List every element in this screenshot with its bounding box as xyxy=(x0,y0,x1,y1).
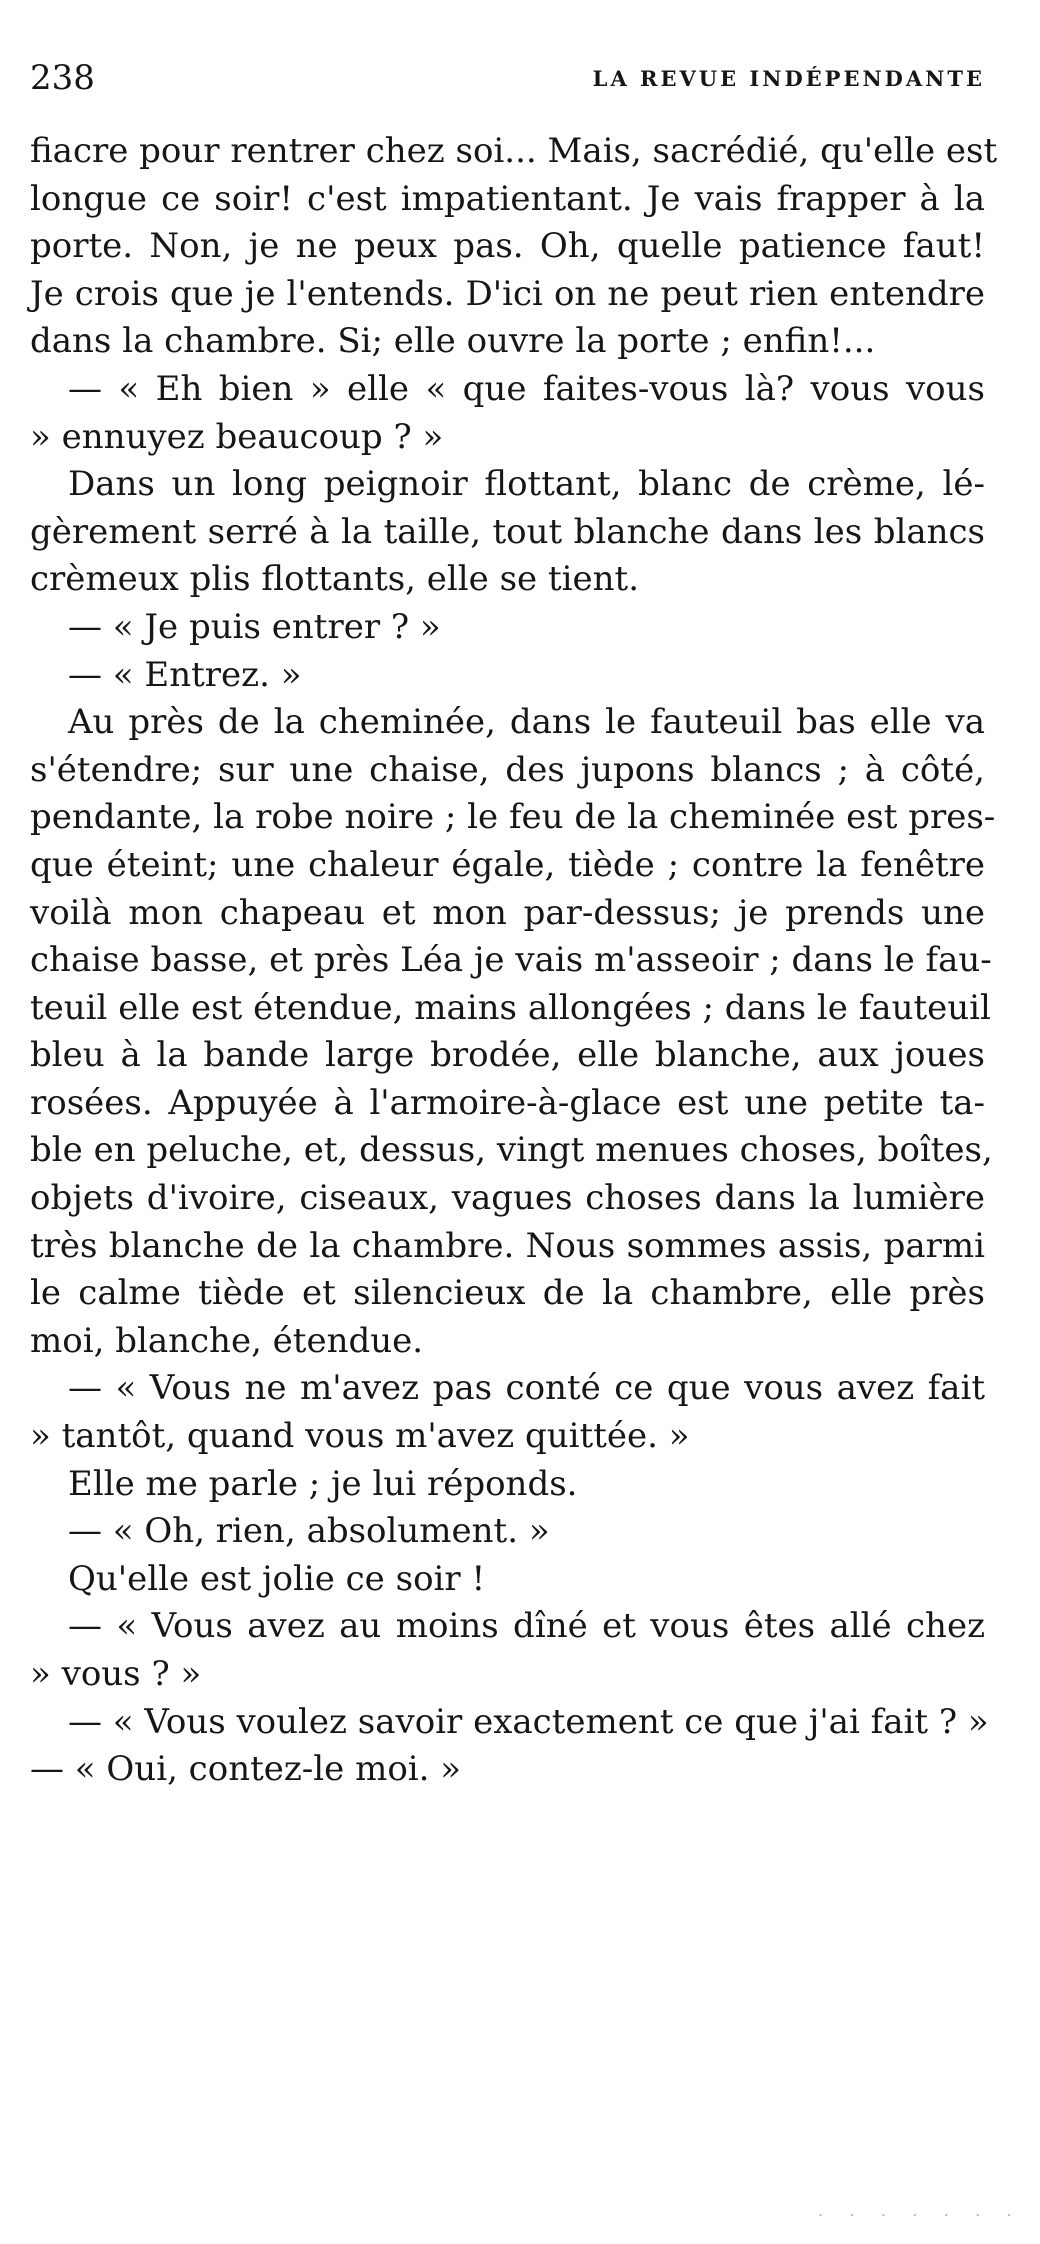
text-line: s'étendre; sur une chaise, des jupons blancs ; à côté, xyxy=(30,749,985,790)
page-header xyxy=(30,58,985,98)
page-number: 238 xyxy=(30,58,95,98)
text-line: Dans un long peignoir flottant, blanc de crème, lé- xyxy=(68,464,985,505)
text-line: » vous ? » xyxy=(30,1654,202,1694)
text-line: — « Oui, contez-le moi. » xyxy=(30,1749,462,1790)
text-line: — « Oh, rien, absolument. » xyxy=(68,1511,550,1552)
text-line: très blanche de la chambre. Nous sommes assis, parmi xyxy=(30,1225,985,1266)
text-line: objets d'ivoire, ciseaux, vagues choses dans la lumière xyxy=(30,1178,985,1219)
text-line: — « Je puis entrer ? » xyxy=(68,606,441,647)
running-title: LA REVUE INDÉPENDANTE xyxy=(592,66,985,91)
text-line: que éteint; une chaleur égale, tiède ; contre la fenêtre xyxy=(30,844,985,885)
text-line: — « Vous voulez savoir exactement ce que j'ai fait ? » xyxy=(68,1701,989,1742)
text-line: crèmeux plis flottants, elle se tient. xyxy=(30,559,639,600)
text-line: Elle me parle ; je lui réponds. xyxy=(68,1463,578,1504)
text-line: Qu'elle est jolie ce soir ! xyxy=(68,1558,486,1599)
text-line: dans la chambre. Si; elle ouvre la porte ; enfin!... xyxy=(30,321,876,362)
text-line: ble en peluche, et, dessus, vingt menues choses, boîtes, xyxy=(30,1130,993,1171)
text-line: teuil elle est étendue, mains allongées ; dans le fauteuil xyxy=(30,987,991,1028)
scan-artifact: . . . . . . . xyxy=(817,2200,1022,2221)
text-line: chaise basse, et près Léa je vais m'asseoir ; dans le fau- xyxy=(30,940,992,981)
text-line: voilà mon chapeau et mon par-dessus; je prends une xyxy=(30,892,985,933)
text-line: Au près de la cheminée, dans le fauteuil bas elle va xyxy=(68,702,985,743)
text-line: bleu à la bande large brodée, elle blanche, aux joues xyxy=(30,1035,985,1076)
text-line: — « Vous avez au moins dîné et vous êtes allé chez xyxy=(68,1606,985,1647)
text-line: » ennuyez beaucoup ? » xyxy=(30,416,444,457)
text-line: porte. Non, je ne peux pas. Oh, quelle patience faut! xyxy=(30,226,985,267)
text-line: longue ce soir! c'est impatientant. Je vais frapper à la xyxy=(30,178,985,219)
text-line: Je crois que je l'entends. D'ici on ne peut rien entendre xyxy=(30,273,985,314)
text-line: moi, blanche, étendue. xyxy=(30,1320,424,1361)
text-line: fiacre pour rentrer chez soi... Mais, sacrédié, qu'elle est xyxy=(30,131,998,171)
text-line: rosées. Appuyée à l'armoire-à-glace est une petite ta- xyxy=(30,1082,985,1123)
text-line: — « Vous ne m'avez pas conté ce que vous avez fait xyxy=(68,1368,985,1409)
body-text xyxy=(30,128,998,1794)
text-line: — « Eh bien » elle « que faites-vous là? vous vous xyxy=(68,368,985,409)
text-line: — « Entrez. » xyxy=(68,654,302,695)
text-line: le calme tiède et silencieux de la chambre, elle près xyxy=(30,1273,985,1314)
text-line: » tantôt, quand vous m'avez quittée. » xyxy=(30,1416,690,1457)
text-line: pendante, la robe noire ; le feu de la cheminée est pres- xyxy=(30,797,996,838)
text-line: gèrement serré à la taille, tout blanche dans les blancs xyxy=(30,511,985,552)
